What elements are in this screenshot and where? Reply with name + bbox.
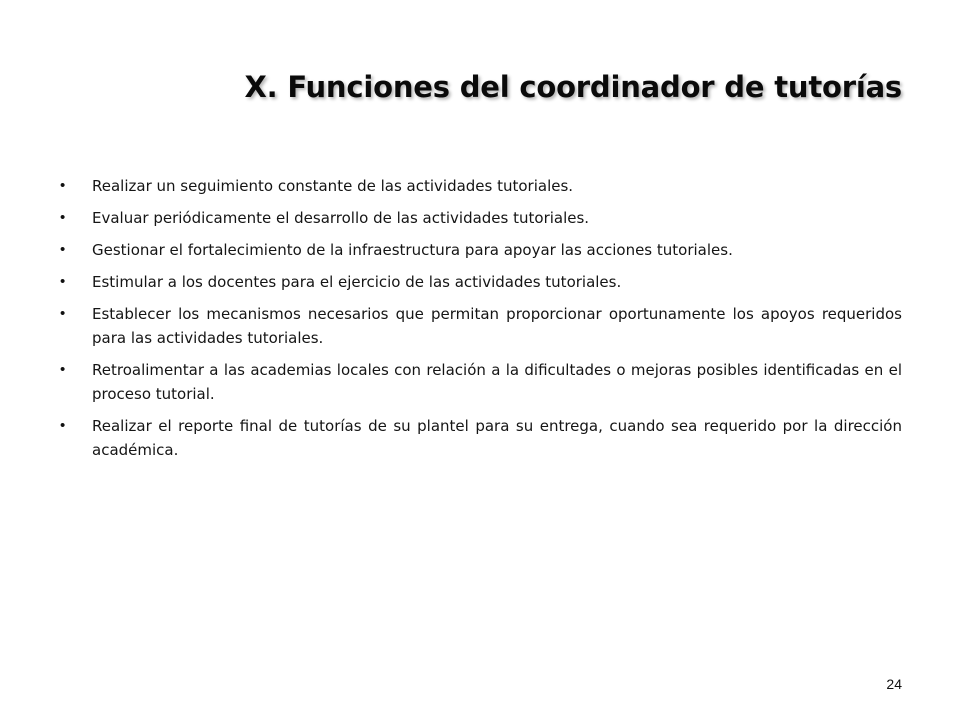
bullet-text: Realizar el reporte final de tutorías de su plantel para su entrega, cuando sea requerido por la dirección académica. <box>92 417 902 459</box>
list-item <box>60 414 902 462</box>
list-item <box>60 174 902 198</box>
bullet-text: Realizar un seguimiento constante de las actividades tutoriales. <box>92 177 574 195</box>
bullet-icon: • <box>60 209 66 226</box>
bullet-text: Evaluar periódicamente el desarrollo de las actividades tutoriales. <box>92 209 590 227</box>
bullet-icon: • <box>60 305 66 322</box>
bullet-text: Retroalimentar a las academias locales con relación a la dificultades o mejoras posibles identificadas en el proceso tutorial. <box>92 361 902 403</box>
list-item <box>60 358 902 406</box>
list-item <box>60 206 902 230</box>
bullet-icon: • <box>60 241 66 258</box>
bullet-text: Estimular a los docentes para el ejercicio de las actividades tutoriales. <box>92 273 622 291</box>
list-item <box>60 238 902 262</box>
page-number: 24 <box>886 676 902 692</box>
bullet-icon: • <box>60 417 66 434</box>
list-item <box>60 302 902 350</box>
list-item <box>60 270 902 294</box>
bullet-icon: • <box>60 177 66 194</box>
bullet-icon: • <box>60 361 66 378</box>
bullet-text: Establecer los mecanismos necesarios que permitan proporcionar oportunamente los apoyos requeridos para las actividades tutoriales. <box>92 305 902 347</box>
bullet-text: Gestionar el fortalecimiento de la infraestructura para apoyar las acciones tutoriales. <box>92 241 733 259</box>
slide-title: X. Funciones del coordinador de tutorías <box>244 70 902 104</box>
bullet-list <box>60 174 902 470</box>
bullet-icon: • <box>60 273 66 290</box>
